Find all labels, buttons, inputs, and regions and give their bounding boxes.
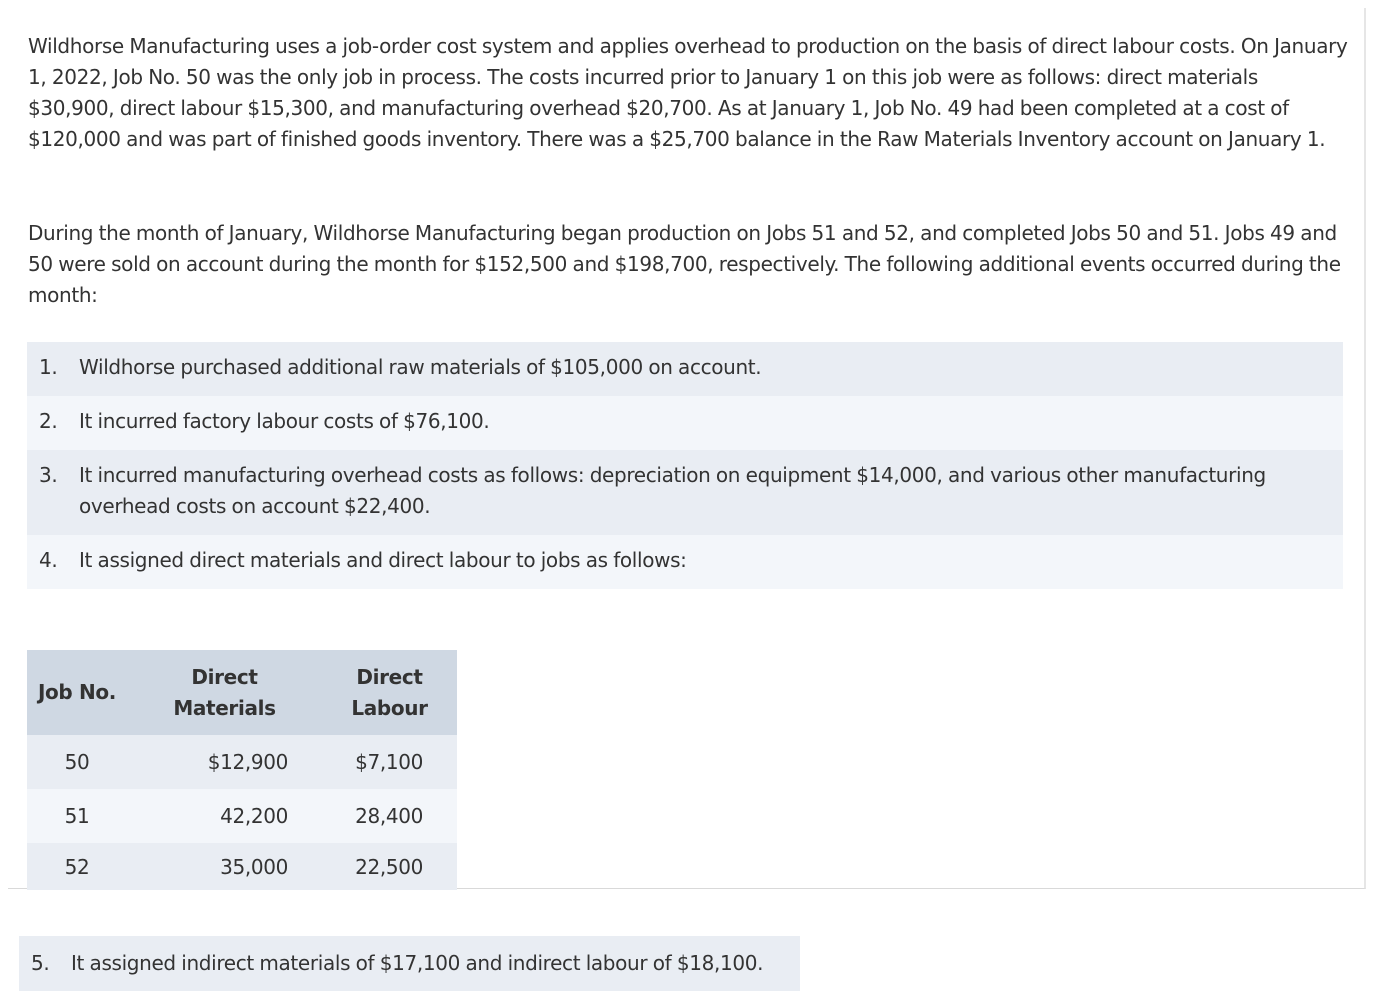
list-item-number: 3. <box>39 463 58 487</box>
header-direct-materials: Direct Materials <box>127 650 322 735</box>
cell-direct-materials: $12,900 <box>127 735 322 789</box>
cell-direct-labour: $7,100 <box>322 735 457 789</box>
list-item-number: 4. <box>39 548 58 572</box>
list-item <box>27 450 1343 535</box>
cell-direct-labour: 28,400 <box>322 789 457 843</box>
list-item <box>27 342 1343 396</box>
list-item-number: 2. <box>39 409 58 433</box>
table-row <box>27 843 457 890</box>
cell-job-no: 51 <box>27 789 127 843</box>
table-header-row <box>27 650 457 735</box>
list-item-number: 1. <box>39 355 58 379</box>
intro-paragraph-2: During the month of January, Wildhorse Manufacturing began production on Jobs 51 and 52, and completed Jobs 50 and 51. Jobs 49 and 50 were sold on account during the month for $152,500 and $198,700, respectively. The following additional events occurred during the month: <box>28 221 1341 307</box>
header-direct-labour: Direct Labour <box>322 650 457 735</box>
header-job-no: Job No. <box>27 650 127 735</box>
table-row <box>27 789 457 843</box>
list-item-number: 5. <box>31 951 50 975</box>
list-item <box>27 396 1343 450</box>
list-item-text: It assigned direct materials and direct labour to jobs as follows: <box>79 548 687 572</box>
list-item <box>27 535 1343 589</box>
list-item-text: It incurred factory labour costs of $76,100. <box>79 409 490 433</box>
cell-job-no: 50 <box>27 735 127 789</box>
cell-direct-labour: 22,500 <box>322 843 457 890</box>
cell-direct-materials: 35,000 <box>127 843 322 890</box>
list-item-text: It incurred manufacturing overhead costs as follows: depreciation on equipment $14,000, and various other manufacturing overhead costs on account $22,400. <box>79 463 1266 518</box>
intro-paragraph-1: Wildhorse Manufacturing uses a job-order cost system and applies overhead to production on the basis of direct labour costs. On January 1, 2022, Job No. 50 was the only job in process. The costs incurred prior to January 1 on this job were as follows: direct materials $30,900, direct labour $15,300, and manufacturing overhead $20,700. As at January 1, Job No. 49 had been completed at a cost of $120,000 and was part of finished goods inventory. There was a $25,700 balance in the Raw Materials Inventory account on January 1. <box>28 34 1348 151</box>
job-assignment-table <box>27 650 457 890</box>
cell-direct-materials: 42,200 <box>127 789 322 843</box>
list-item <box>19 936 800 991</box>
events-list <box>27 342 1343 589</box>
problem-panel <box>8 8 1366 889</box>
table-row <box>27 735 457 789</box>
cell-job-no: 52 <box>27 843 127 890</box>
list-item-text: Wildhorse purchased additional raw materials of $105,000 on account. <box>79 355 762 379</box>
list-item-text: It assigned indirect materials of $17,100 and indirect labour of $18,100. <box>71 951 764 975</box>
